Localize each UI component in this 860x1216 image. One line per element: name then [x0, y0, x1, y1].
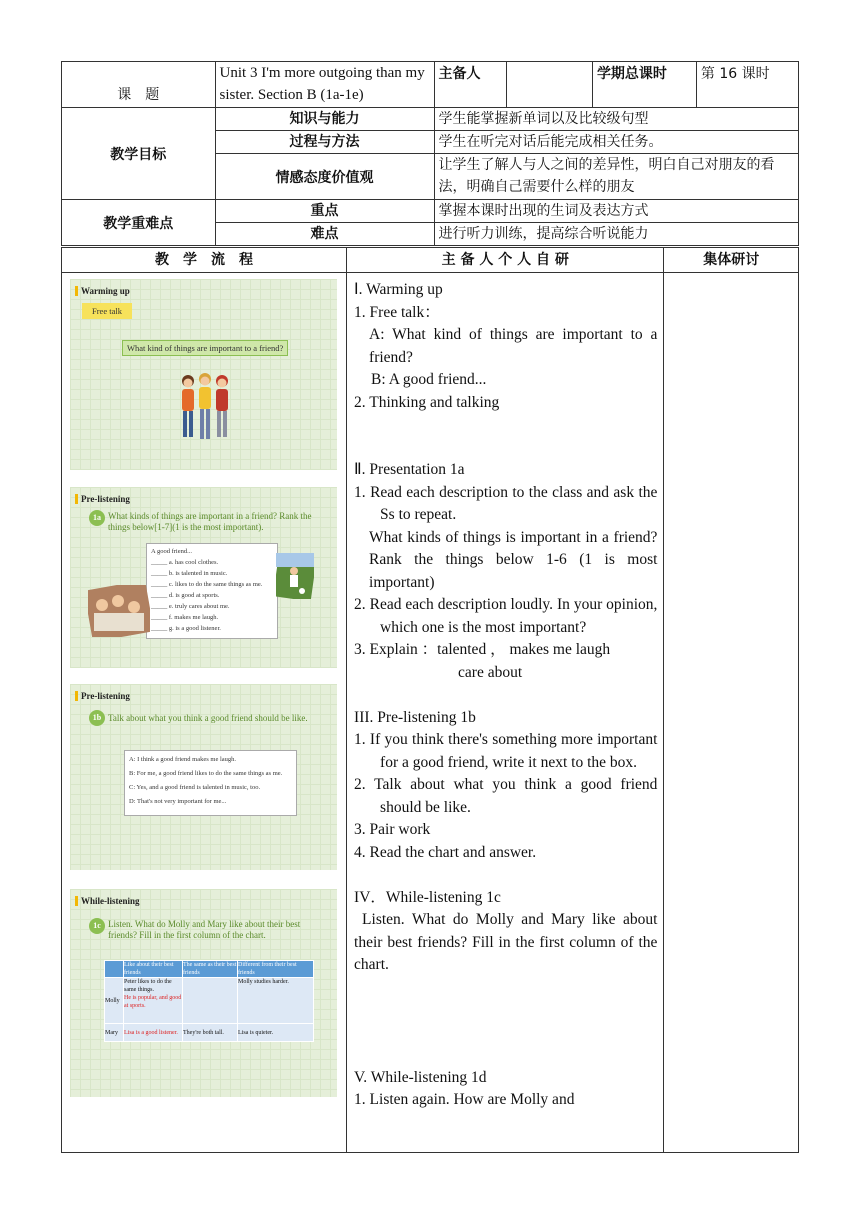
key-point-key: 重点 — [215, 200, 434, 223]
slide-title: While-listening — [75, 896, 140, 906]
slide-question: Listen. What do Molly and Mary like about their best friends? Fill in the first column of the chart. — [108, 919, 301, 940]
section-title: IV．While-listening 1c — [354, 888, 501, 906]
topic-label: 课 题 — [62, 62, 216, 108]
slide-pre-listening-1b — [70, 684, 337, 870]
rank-item: _____ d. is good at sports. — [151, 592, 220, 599]
slide-title: Pre-listening — [75, 691, 130, 701]
chart-header: Like about their best friends — [124, 961, 183, 978]
exercise-number-badge: 1a — [89, 510, 105, 526]
key-points-label: 教学重难点 — [62, 200, 216, 246]
slide-question: What kinds of things are important in a friend? Rank the things below[1-7](1 is the most important). — [108, 511, 312, 532]
process-col-group: 集体研讨 — [664, 248, 799, 273]
goal-value: 学生在听完对话后能完成相关任务。 — [434, 131, 798, 154]
chart-header: Different from their best friends — [238, 961, 314, 978]
preparer-value — [506, 62, 592, 108]
chart-cell-diff: Molly studies harder. — [238, 978, 314, 1024]
rank-list-box — [146, 543, 278, 639]
slides-column — [62, 273, 347, 1153]
dialogue-line: B: A good friend... — [371, 371, 487, 388]
goal-key: 知识与能力 — [215, 108, 434, 131]
chart-cell-diff: Lisa is quieter. — [238, 1024, 314, 1042]
instruction-text: Listen. What do Molly and Mary like about their best friends? Fill in the first column of the chart. — [354, 911, 658, 973]
dialogue-line: A: What kind of things are important to a friend? — [369, 326, 658, 366]
chart-header — [105, 961, 124, 978]
goal-key: 过程与方法 — [215, 131, 434, 154]
slide-title: Pre-listening — [75, 494, 130, 504]
self-study-column — [347, 273, 664, 1153]
goal-key: 情感态度价值观 — [215, 154, 434, 200]
goal-value: 让学生了解人与人之间的差异性，明白自己对朋友的看法，明确自己需要什么样的朋友 — [434, 154, 798, 200]
box-title: A good friend... — [151, 548, 192, 555]
rank-item: _____ b. is talented in music. — [151, 570, 228, 577]
key-point-value: 掌握本课时出现的生词及表达方式 — [434, 200, 798, 223]
chart-cell-like — [124, 978, 183, 1024]
dialogue-line: B: For me, a good friend likes to do the same things as me. — [129, 770, 283, 777]
step: 2. Read each description loudly. In your opinion, which one is the most important? — [354, 596, 658, 636]
exercise-number-badge: 1c — [89, 918, 105, 934]
free-talk-pill: Free talk — [82, 303, 132, 319]
dialogue-line: A: I think a good friend makes me laugh. — [129, 756, 237, 763]
chart-cell-answer: Lisa is a good listener. — [124, 1029, 178, 1036]
chart-row-name: Mary — [105, 1024, 124, 1042]
total-hours-label: 学期总课时 — [592, 62, 696, 108]
rank-item: _____ c. likes to do the same things as me. — [151, 581, 263, 588]
chart-cell-like — [124, 1024, 183, 1042]
rank-item: _____ a. has cool clothes. — [151, 559, 219, 566]
slide-while-listening-1c — [70, 889, 337, 1097]
group-discussion-column — [664, 273, 799, 1153]
step: 3. Pair work — [354, 821, 431, 838]
total-hours-value: 第 16 课时 — [696, 62, 798, 108]
soccer-photo — [276, 553, 314, 599]
section-title: III. Pre-listening 1b — [354, 708, 476, 726]
question-text: What kinds of things is important in a friend? Rank the things below 1-6 (1 is most important) — [369, 528, 658, 591]
dialogue-line: C: Yes, and a good friend is talented in music, too. — [129, 784, 261, 791]
chart-cell-same: They're both tall. — [183, 1024, 238, 1042]
chart-cell-text: Peter likes to do the same things. — [124, 979, 172, 993]
dialogue-box — [124, 750, 297, 816]
section-title: Ⅰ. Warming up — [354, 281, 443, 298]
section-title: Ⅱ. Presentation 1a — [354, 461, 465, 478]
rank-item: _____ f. makes me laugh. — [151, 614, 219, 621]
step: 2. Talk about what you think a good friend should be like. — [354, 776, 658, 816]
slide-pre-listening-1a — [70, 487, 337, 668]
dialogue-line: D: That's not very important for me... — [129, 798, 227, 805]
step: 2. Thinking and talking — [354, 393, 500, 411]
process-col-flow: 教 学 流 程 — [62, 248, 347, 273]
step: 4. Read the chart and answer. — [354, 843, 537, 861]
step: 1. Free talk： — [354, 303, 440, 321]
slide-question: What kind of things are important to a friend? — [122, 340, 288, 356]
step-continued: care about — [458, 663, 523, 681]
section-title: V. While-listening 1d — [354, 1068, 487, 1086]
chart-row-name: Molly — [105, 978, 124, 1024]
step: 3. Explain ：talented ， makes me laugh — [354, 641, 611, 658]
goals-label: 教学目标 — [62, 108, 216, 200]
key-point-key: 难点 — [215, 223, 434, 246]
teaching-process-table — [61, 247, 799, 1153]
slide-title: Warming up — [75, 286, 130, 296]
lesson-header-table — [61, 61, 799, 246]
chart-cell-same — [183, 978, 238, 1024]
listening-chart — [104, 960, 314, 1042]
slide-warming-up — [70, 279, 337, 470]
rank-item: _____ g. is a good listener. — [151, 625, 221, 632]
key-point-value: 进行听力训练，提高综合听说能力 — [434, 223, 798, 246]
goal-value: 学生能掌握新单词以及比较级句型 — [434, 108, 798, 131]
process-col-self-study: 主 备 人 个 人 自 研 — [347, 248, 664, 273]
topic-value: Unit 3 I'm more outgoing than my sister. Section B (1a-1e) — [215, 62, 434, 108]
friends-photo — [88, 585, 150, 637]
chart-header: The same as their best friends — [183, 962, 237, 976]
rank-item: _____ e. truly cares about me. — [151, 603, 230, 610]
friends-illustration — [174, 369, 236, 445]
step: 1. Read each description to the class and ask the Ss to repeat. — [354, 483, 658, 523]
exercise-number-badge: 1b — [89, 710, 105, 726]
step: 1. Listen again. How are Molly and — [354, 1091, 575, 1108]
chart-cell-answer: He is popular, and good at sports. — [124, 995, 182, 1009]
preparer-label: 主备人 — [434, 62, 506, 108]
step: 1. If you think there's something more important for a good friend, write it next to the box. — [354, 731, 658, 771]
slide-question: Talk about what you think a good friend should be like. — [108, 713, 308, 723]
